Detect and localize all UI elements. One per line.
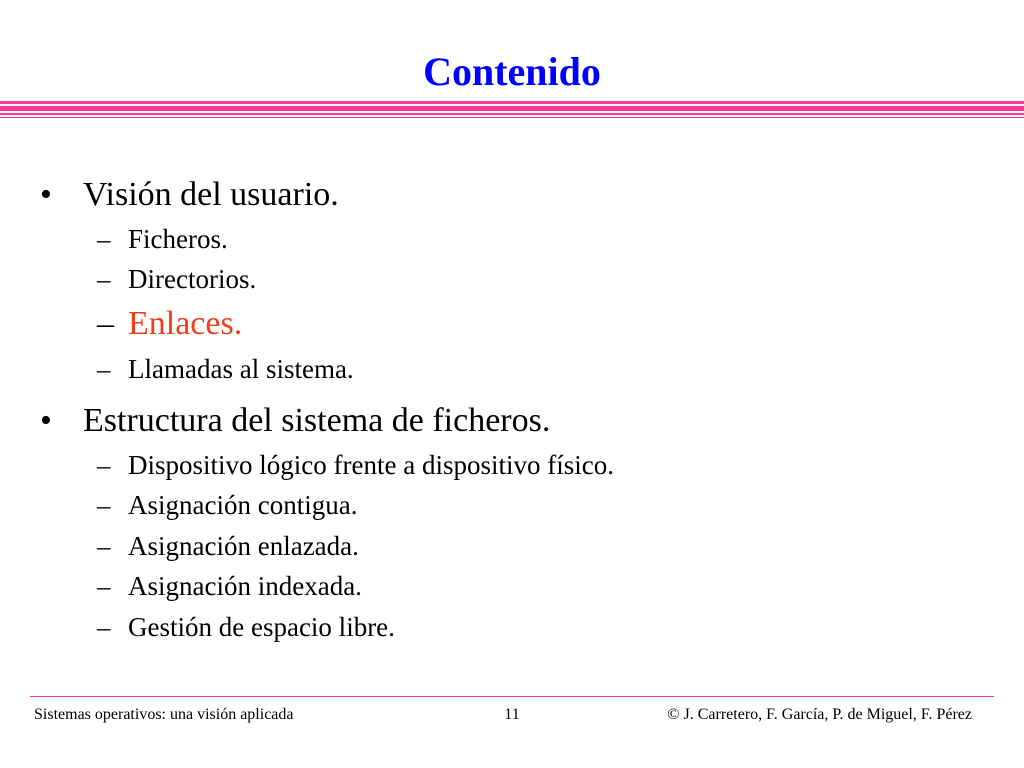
footer-course-title: Sistemas operativos: una visión aplicada bbox=[34, 706, 294, 723]
sub-text: Enlaces. bbox=[128, 305, 243, 342]
sub-marker: – bbox=[97, 305, 114, 342]
sub-text: Ficheros. bbox=[128, 224, 228, 254]
sub-item bbox=[97, 611, 395, 643]
bullet-item bbox=[40, 175, 339, 215]
sub-marker: – bbox=[97, 264, 111, 294]
sub-text: Asignación indexada. bbox=[128, 571, 362, 601]
sub-text: Gestión de espacio libre. bbox=[128, 612, 395, 642]
sub-marker: – bbox=[97, 571, 111, 601]
bullet-text: Visión del usuario. bbox=[83, 176, 339, 213]
sub-text: Llamadas al sistema. bbox=[128, 354, 354, 384]
footer-page-number: 11 bbox=[504, 706, 520, 723]
bullet-marker: • bbox=[40, 176, 52, 213]
sub-item-highlighted bbox=[97, 304, 242, 344]
sub-item bbox=[97, 353, 354, 385]
bullet-item bbox=[40, 401, 550, 441]
sub-item bbox=[97, 489, 357, 521]
sub-marker: – bbox=[97, 612, 111, 642]
sub-item bbox=[97, 263, 256, 295]
footer-copyright: © J. Carretero, F. García, P. de Miguel, F. Pérez bbox=[667, 706, 972, 723]
sub-item bbox=[97, 530, 359, 562]
sub-marker: – bbox=[97, 354, 111, 384]
sub-marker: – bbox=[97, 450, 111, 480]
sub-text: Asignación enlazada. bbox=[128, 531, 359, 561]
sub-marker: – bbox=[97, 531, 111, 561]
sub-item bbox=[97, 570, 362, 602]
bullet-text: Estructura del sistema de ficheros. bbox=[83, 402, 551, 439]
sub-text: Asignación contigua. bbox=[128, 490, 358, 520]
sub-marker: – bbox=[97, 490, 111, 520]
footer-divider bbox=[30, 696, 994, 697]
slide-title: Contenido bbox=[423, 49, 601, 94]
bullet-marker: • bbox=[40, 402, 52, 439]
sub-text: Dispositivo lógico frente a dispositivo físico. bbox=[128, 450, 614, 480]
sub-item bbox=[97, 223, 228, 255]
sub-item bbox=[97, 449, 614, 481]
sub-text: Directorios. bbox=[128, 264, 257, 294]
sub-marker: – bbox=[97, 224, 111, 254]
